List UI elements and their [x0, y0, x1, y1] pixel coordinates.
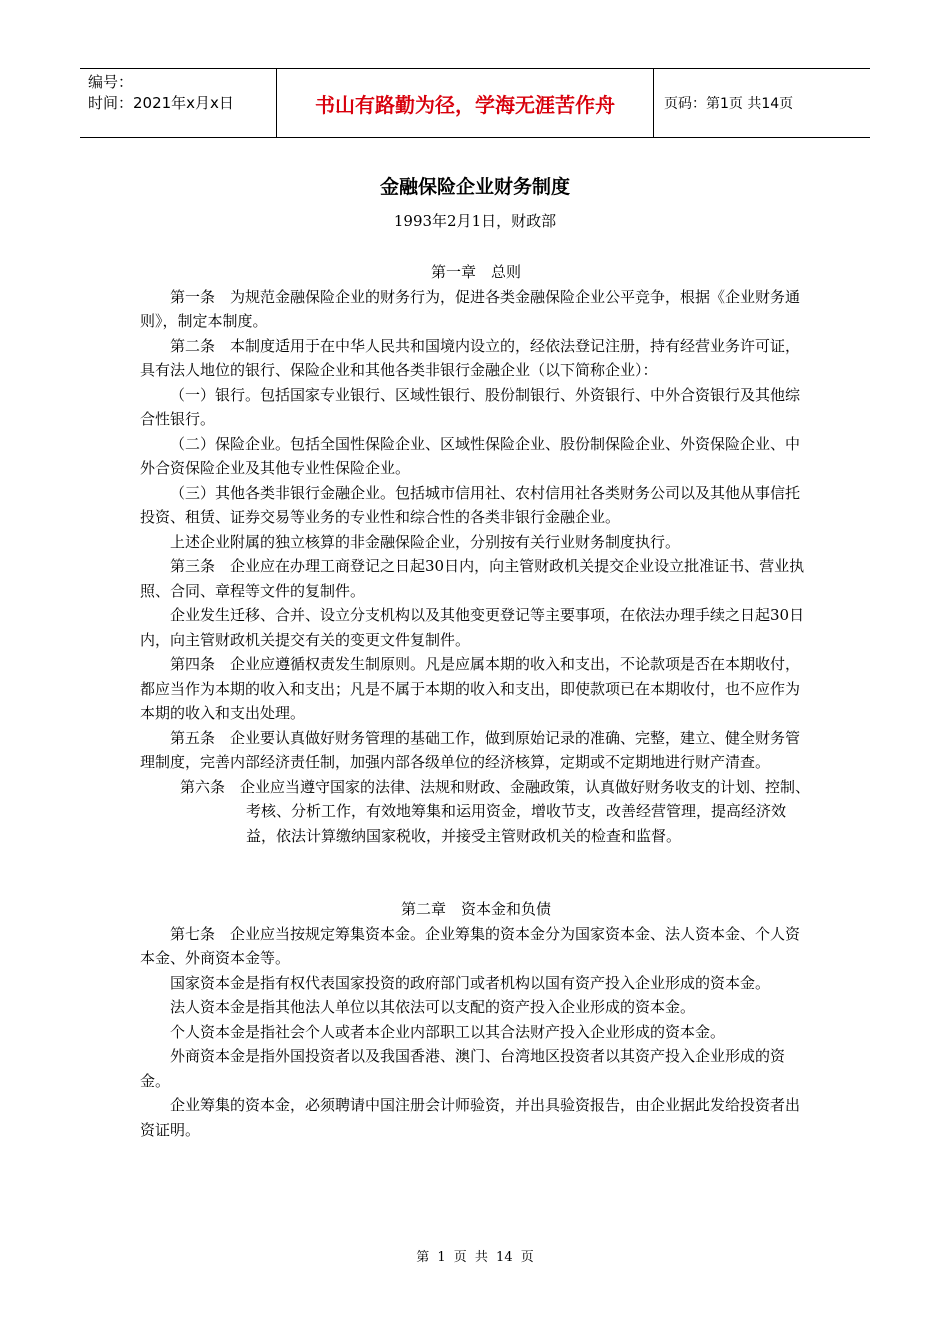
chapter-heading: 第二章 资本金和负债 — [400, 900, 551, 918]
paragraph: （二）保险企业。包括全国性保险企业、区域性保险企业、股份制保险企业、外资保险企业、中外合资保险企业及其他专业性保险企业。 — [140, 434, 801, 477]
paragraph: 第一条 为规范金融保险企业的财务行为，促进各类金融保险企业公平竞争，根据《企业财务通则》，制定本制度。 — [140, 287, 801, 330]
paragraph: 外商资本金是指外国投资者以及我国香港、澳门、台湾地区投资者以其资产投入企业形成的资金。 — [140, 1047, 786, 1090]
number-label: 编号： — [88, 73, 134, 91]
document-body — [140, 260, 812, 1142]
date-label: 时间：2021年x月x日 — [88, 94, 234, 112]
document-subtitle: 1993年2月1日，财政部 — [393, 212, 557, 230]
page-footer: 第 1 页 共 14 页 — [416, 1250, 534, 1265]
paragraph: 第三条 企业应在办理工商登记之日起30日内，向主管财政机关提交企业设立批准证书、营业执照、合同、章程等文件的复制件。 — [140, 557, 805, 600]
article-6-paragraph: 第六条 企业应当遵守国家的法律、法规和财政、金融政策，认真做好财务收支的计划、控制、考核、分析工作，有效地筹集和运用资金，增收节支，改善经营管理，提高经济效益，依法计算缴纳国家税收，并接受主管财政机关的检查和监督。 — [180, 777, 811, 845]
paragraph: 国家资本金是指有权代表国家投资的政府部门或者机构以国有资产投入企业形成的资本金。 — [170, 973, 771, 992]
paragraph: 第五条 企业要认真做好财务管理的基础工作，做到原始记录的准确、完整，建立、健全财务管理制度，完善内部经济责任制，加强内部各级单位的经济核算，定期或不定期地进行财产清查。 — [140, 728, 801, 771]
document-header — [80, 68, 870, 138]
paragraph: （三）其他各类非银行金融企业。包括城市信用社、农村信用社各类财务公司以及其他从事信托投资、租赁、证券交易等业务的专业性和综合性的各类非银行金融企业。 — [140, 483, 801, 526]
paragraph: 上述企业附属的独立核算的非金融保险企业，分别按有关行业财务制度执行。 — [170, 532, 681, 551]
header-meta-cell — [80, 69, 277, 137]
document-title: 金融保险企业财务制度 — [379, 176, 570, 198]
paragraph: 企业筹集的资本金，必须聘请中国注册会计师验资，并出具验资报告，由企业据此发给投资者出资证明。 — [140, 1096, 801, 1139]
paragraph: 企业发生迁移、合并、设立分支机构以及其他变更登记等主要事项，在依法办理手续之日起30日内，向主管财政机关提交有关的变更文件复制件。 — [140, 606, 805, 649]
paragraph: 个人资本金是指社会个人或者本企业内部职工以其合法财产投入企业形成的资本金。 — [170, 1022, 726, 1041]
paragraph: 第七条 企业应当按规定筹集资本金。企业筹集的资本金分为国家资本金、法人资本金、个人资本金、外商资本金等。 — [140, 924, 801, 967]
paragraph: 法人资本金是指其他法人单位以其依法可以支配的资产投入企业形成的资本金。 — [170, 998, 696, 1016]
chapter-heading: 第一章 总则 — [430, 263, 521, 281]
section-spacer — [140, 848, 812, 897]
paragraph: 第四条 企业应遵循权责发生制原则。凡是应属本期的收入和支出，不论款项是否在本期收付，都应当作为本期的收入和支出；凡是不属于本期的收入和支出，即使款项已在本期收付，也不应作为本期的收入和支出处理。 — [140, 655, 801, 722]
header-motto: 书山有路勤为径，学海无涯苦作舟 — [277, 69, 654, 137]
header-page-info: 页码：第1页 共14页 — [664, 96, 794, 112]
paragraph: 第二条 本制度适用于在中华人民共和国境内设立的，经依法登记注册，持有经营业务许可证，具有法人地位的银行、保险企业和其他各类非银行金融企业（以下简称企业）： — [140, 336, 801, 379]
paragraph: （一）银行。包括国家专业银行、区域性银行、股份制银行、外资银行、中外合资银行及其他综合性银行。 — [140, 385, 801, 428]
